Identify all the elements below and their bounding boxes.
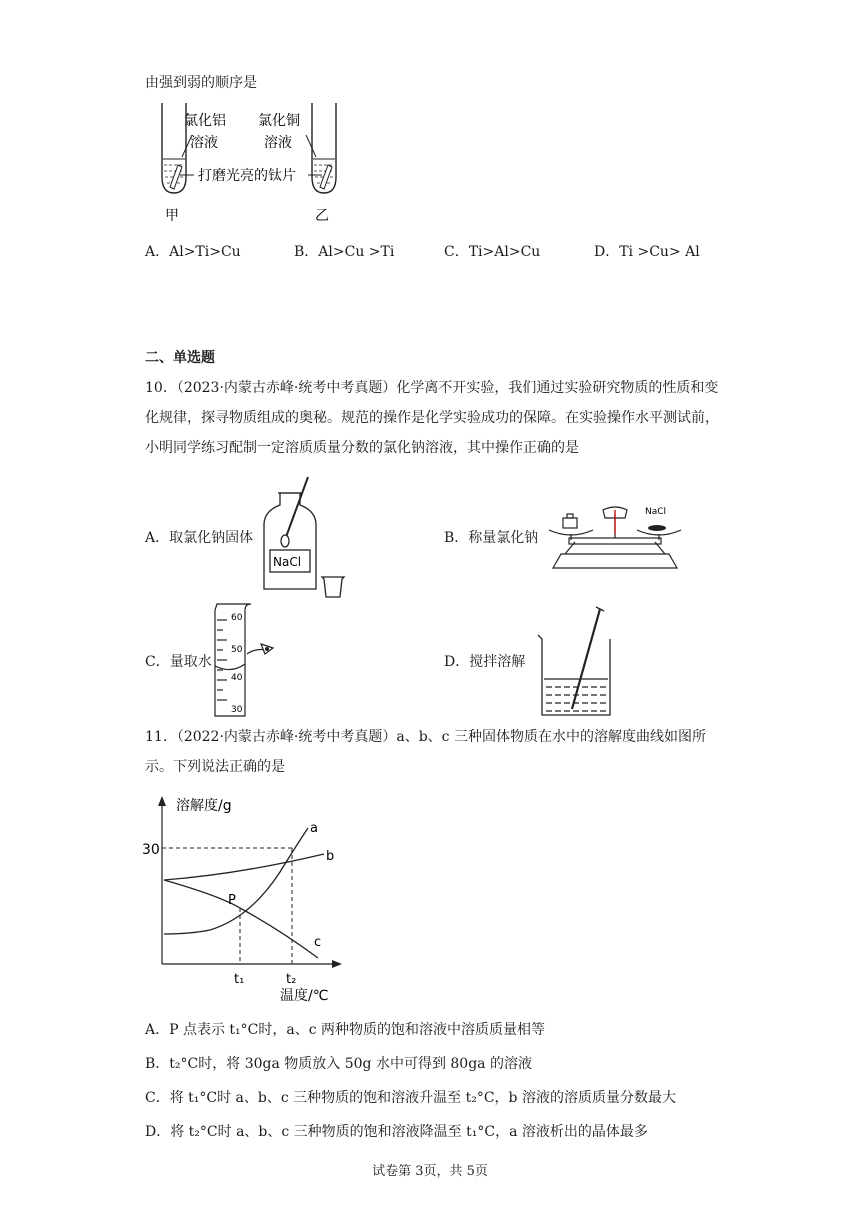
q10-option-d: D．搅拌溶解	[444, 654, 526, 670]
curve-b-label: b	[326, 849, 335, 864]
cylinder-tick-50: 50	[231, 645, 243, 655]
curve-c	[164, 880, 318, 958]
left-solution-label-1: 氯化铝	[184, 113, 226, 129]
graduated-cylinder-figure	[205, 600, 295, 720]
right-test-tube	[306, 103, 336, 193]
y-axis-label: 溶解度/g	[176, 798, 232, 814]
q10-question-text: 10．（2023·内蒙古赤峰·统考中考真题）化学离不开实验，我们通过实验研究物质的性质和变化规律，探寻物质组成的奥秘。规范的操作是化学实验成功的保障。在实验操作水平测试前，小明同学练习配制一定溶质质量分数的氯化钠溶液，其中操作正确的是	[145, 380, 719, 456]
curve-b	[164, 854, 324, 880]
q9-tail-text: 由强到弱的顺序是	[145, 75, 257, 91]
curve-a-label: a	[310, 821, 318, 836]
x-axis-arrow	[332, 960, 342, 968]
cylinder-tick-60: 60	[231, 613, 243, 623]
q9-option-a: A．Al>Ti>Cu	[145, 244, 241, 260]
q10-option-b: B．称量氯化钠	[444, 530, 539, 546]
section-title: 二、单选题	[145, 350, 215, 366]
metal-label: 打磨光亮的钛片	[198, 168, 296, 184]
bottle-label: NaCl	[273, 555, 302, 569]
nacl-pile	[648, 525, 666, 531]
point-p-label: P	[228, 893, 236, 908]
y-tick-30: 30	[142, 842, 160, 858]
cylinder-tick-30: 30	[231, 705, 243, 715]
q10-option-c: C．量取水	[145, 654, 212, 670]
page-footer: 试卷第 3页，共 5页	[372, 1164, 488, 1179]
curve-a	[164, 828, 308, 934]
curve-c-label: c	[314, 935, 322, 950]
balance-figure	[545, 500, 685, 575]
q9-option-d: D．Ti >Cu> Al	[594, 244, 700, 260]
x-axis-label: 温度/℃	[280, 988, 329, 1004]
left-solution-label-2: 溶液	[190, 135, 218, 151]
right-solution-label-1: 氯化铜	[258, 113, 300, 129]
x-tick-t2: t₂	[286, 972, 297, 987]
x-tick-t1: t₁	[234, 972, 245, 987]
y-axis-arrow	[158, 796, 166, 806]
beaker-stir-figure	[532, 605, 622, 720]
q11-question-text: 11．（2022·内蒙古赤峰·统考中考真题）a、b、c 三种固体物质在水中的溶解度曲线如图所示。下列说法正确的是	[145, 729, 706, 775]
right-solution-label-2: 溶液	[264, 135, 292, 151]
balance-label: NaCl	[645, 507, 667, 517]
q9-option-b: B．Al>Cu >Ti	[294, 244, 395, 260]
q11-option-d: D．将 t₂°C时 a、b、c 三种物质的饱和溶液降温至 t₁°C，a 溶液析出的晶体最多	[145, 1124, 648, 1140]
reagent-bottle-figure	[258, 475, 353, 600]
cylinder-tick-40: 40	[231, 673, 243, 683]
tube-left-label: 甲	[165, 208, 179, 224]
q11-option-a: A．P 点表示 t₁°C时，a、c 两种物质的饱和溶液中溶质质量相等	[145, 1022, 546, 1038]
q9-test-tube-figure	[140, 95, 380, 230]
tube-right-label: 乙	[315, 208, 329, 224]
q10-option-a: A．取氯化钠固体	[145, 530, 254, 546]
q11-option-b: B．t₂°C时，将 30ga 物质放入 50g 水中可得到 80ga 的溶液	[145, 1056, 532, 1072]
q11-option-c: C．将 t₁°C时 a、b、c 三种物质的饱和溶液升温至 t₂°C，b 溶液的溶质质量分数最大	[145, 1090, 676, 1106]
solubility-chart	[140, 788, 350, 1013]
q9-option-c: C．Ti>Al>Cu	[444, 244, 541, 260]
eye-pupil	[265, 647, 269, 651]
